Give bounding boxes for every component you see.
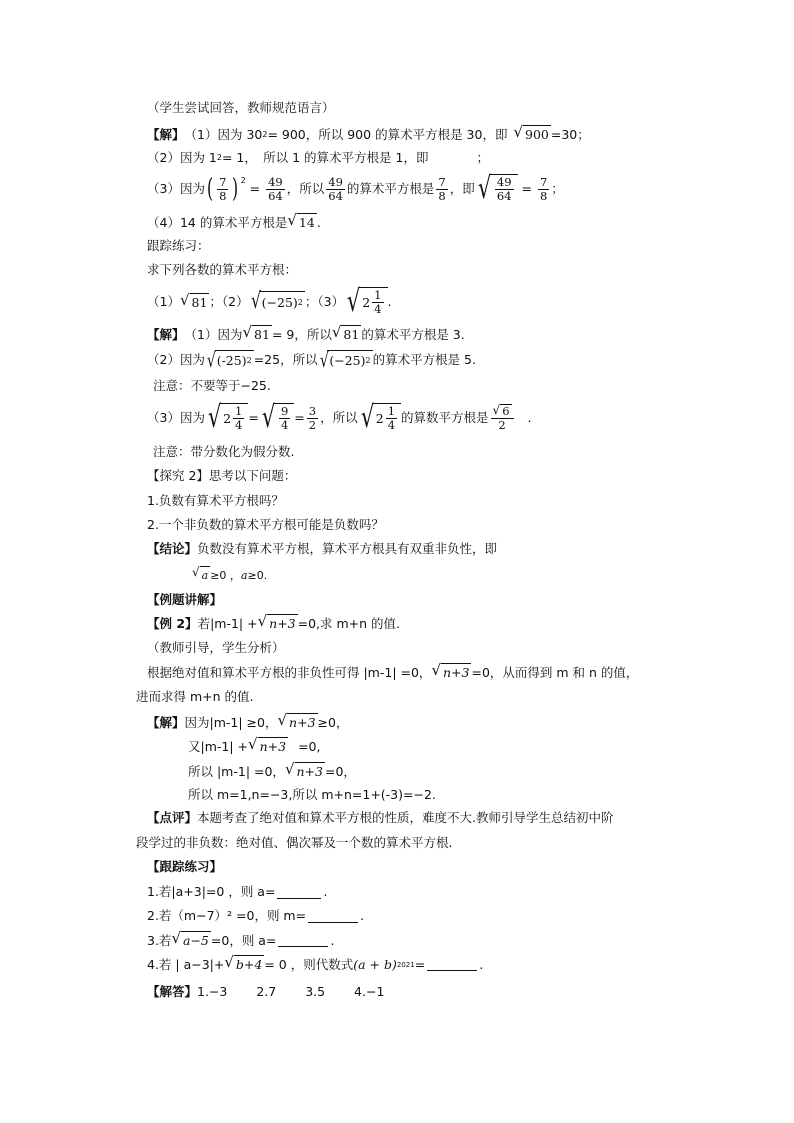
line-example-2: 【例 2】 若|m-1| + √ n+3 =0,求 m+n 的值.	[147, 612, 401, 631]
line-example-solution-3: 所以 |m-1| =0， √ n+3 =0，	[188, 760, 356, 779]
line-note-2: 注意：带分数化为假分数.	[153, 444, 295, 459]
line-example-heading: 【例题讲解】	[147, 592, 223, 607]
line-solution-2: （2）因为 1 2 = 1， 所以 1 的算术平方根是 1，即 ；	[147, 150, 489, 165]
line-exercise-4: 4.若 | a−3|+ √ b+4 = 0 ，则代数式 (a + b) 2021 = .	[147, 953, 484, 972]
line-example-solution-4: 所以 m=1,n=−3,所以 m+n=1+(-3)=−2.	[188, 787, 436, 802]
sqrt-2-1-4: √ 2 $\frac{1}{4}$	[344, 287, 387, 317]
line-conclusion: 【结论】 负数没有算术平方根，算术平方根具有双重非负性，即	[147, 541, 498, 556]
line-solution-4: （4）14 的算术平方根是 √ 14 .	[147, 211, 321, 230]
line-comment-cont: 段学过的非负数：绝对值、偶次幂及一个数的算术平方根.	[136, 835, 453, 850]
line-practice-solution-3: （3）因为 √ 2 $\frac{1}{4}$ = √ $\frac{9}{4}$ = $\frac{3}{2}$ ，所以 √ 2 $\frac{1}{4}$ 的算数平方根是 √ 6 2 .	[147, 400, 532, 435]
line-conclusion-formula: √ a ≥0 ， a ≥0.	[192, 566, 267, 585]
line-exercise-1: 1.若|a+3|=0 ，则 a= .	[147, 884, 328, 899]
fraction-7-8: $\frac{7}{8}$	[219, 174, 227, 203]
line-note-1: 注意：不要等于−25.	[153, 378, 271, 393]
line-question-2: 2.一个非负数的算术平方根可能是负数吗？	[147, 517, 384, 532]
sqrt-14: √ 14	[287, 211, 315, 230]
answer-blank-1[interactable]	[277, 886, 321, 899]
sqrt-neg25-squared: √ (−25) 2	[250, 289, 303, 314]
sqrt-49-64: √ $\frac{49}{64}$	[475, 174, 518, 204]
line-question-1: 1.负数有算术平方根吗？	[147, 493, 284, 508]
line-practice-heading: 跟踪练习：	[147, 238, 210, 253]
line-exercise-3: 3.若 √ a−5 =0，则 a= .	[147, 929, 335, 948]
fraction-7-8-b: $\frac{7}{8}$	[438, 174, 446, 203]
line-solution-3: （3）因为 ( $\frac{7}{8}$ ) $^2$ = $\frac{49}{64}$ ，所以 $\frac{49}{64}$ 的算术平方根是 $\frac{7}{8}$ ，即 √ $\frac{49}{64}$ = $\frac{7}{8}$ ；	[147, 171, 564, 206]
sqrt-900: √ 900	[513, 123, 549, 142]
answer-blank-4[interactable]	[427, 958, 477, 971]
line-analysis: 根据绝对值和算术平方根的非负性可得 |m-1| =0， √ n+3 =0，从而得到 m 和 n 的值，	[147, 661, 639, 680]
line-comment: 【点评】 本题考查了绝对值和算术平方根的性质，难度不大.教师引导学生总结初中阶	[147, 810, 614, 825]
line-practice-solution-2: （2）因为 √ (-25) 2 =25，所以 √ (−25) 2 的算术平方根是 5.	[147, 348, 476, 372]
line-answers: 【解答】 1.−3 2.7 3.5 4.−1	[147, 984, 385, 999]
line-practice-solution-1: 【解】 （1）因为 √ 81 = 9，所以 √ 81 的算术平方根是 3.	[147, 323, 465, 342]
line-student-answer: （学生尝试回答，教师规范语言）	[147, 100, 335, 115]
answer-blank-2[interactable]	[308, 910, 358, 923]
line-explore-2: 【探究 2】思考以下问题：	[147, 468, 297, 483]
line-practice-heading-2: 【跟踪练习】	[147, 859, 223, 874]
answer-blank-3[interactable]	[278, 934, 328, 947]
line-analysis-cont: 进而求得 m+n 的值.	[136, 689, 254, 704]
line-solution-1: 【解】 （1）因为 30 2 = 900，所以 900 的算术平方根是 30，即 √ 900 =30；	[147, 123, 590, 142]
line-teacher-guide: （教师引导，学生分析）	[147, 640, 285, 655]
fraction-49-64-b: $\frac{49}{64}$	[328, 174, 343, 203]
fraction-49-64: $\frac{49}{64}$	[268, 174, 283, 203]
line-example-solution-1: 【解】 因为|m-1| ≥0， √ n+3 ≥0，	[147, 711, 349, 730]
sqrt-81: √ 81	[179, 290, 208, 310]
line-exercise-2: 2.若（m−7）² =0，则 m= .	[147, 908, 365, 923]
line-practice-prompt: 求下列各数的算术平方根：	[147, 262, 298, 277]
fraction-7-8-c: $\frac{7}{8}$	[539, 174, 548, 203]
line-example-solution-2: 又|m-1| + √ n+3 =0,	[188, 735, 321, 754]
line-practice-items: （1） √ 81 ；（2） √ (−25) 2 ；（3） √ 2 $\frac{1}{4}$ .	[147, 284, 392, 319]
